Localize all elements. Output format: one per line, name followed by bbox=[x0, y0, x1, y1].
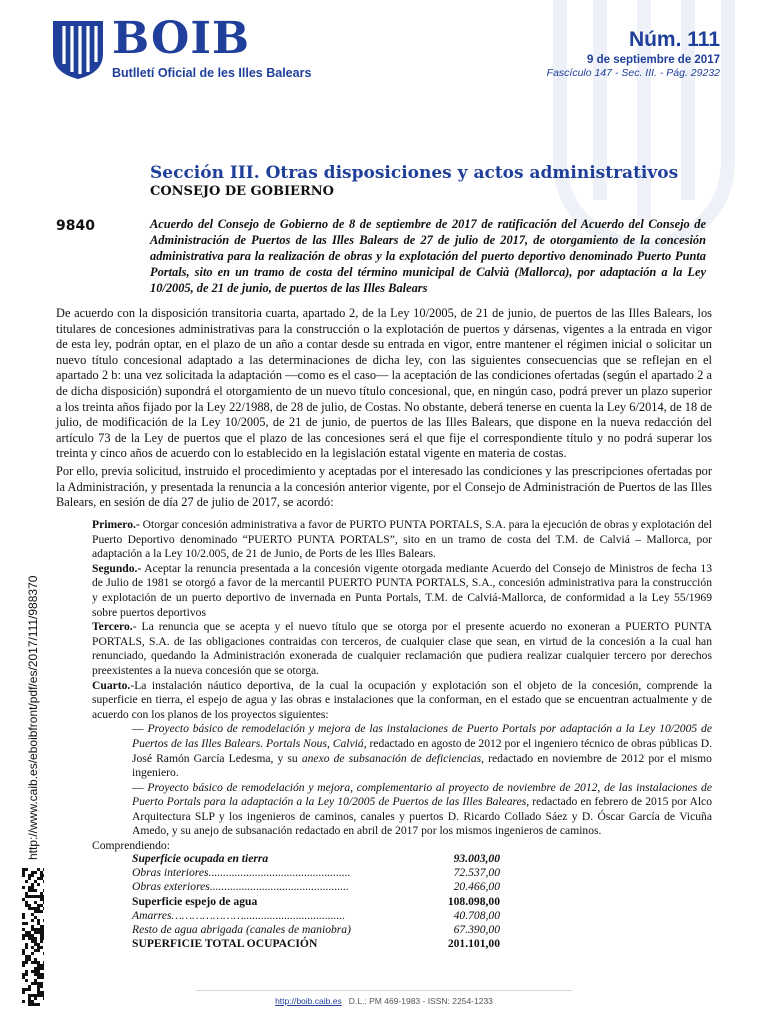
surface-label: Obras exteriores................................................ bbox=[132, 880, 349, 894]
project-title: Proyecto básico de remodelación y mejora de las instalaciones de Puerto Portals por adaptación a la Ley 10/2005 de Puertos de las Illes Balears. Portals Nous, Calviá bbox=[132, 722, 712, 750]
issue-info bbox=[547, 28, 720, 79]
surface-value: 20.466,00 bbox=[453, 880, 500, 894]
clause-tercero bbox=[92, 620, 712, 678]
boib-emblem-icon bbox=[50, 20, 106, 80]
surface-row bbox=[132, 937, 500, 951]
project-text: , redactado en febrero de 2015 por Alco Arquitectura SLP y los ingenieros de caminos, canales y puertos D. Ricardo Collado Sáez y D. Óscar García de Vicuña Amedo, y su anejo de subsanación redactado en abril de 2017 por los mismos ingenieros de caminos. bbox=[132, 795, 712, 838]
body-paragraph-2: Por ello, previa solicitud, instruido el procedimiento y aceptadas por el interesado las condiciones y las prescripciones ofertadas por la Administración, y presentada la renuncia a la concesión anterior vigente, por el Consejo de Administración de Puertos de las Illes Balears, en sesión de día 27 de julio de 2017, se acordó: bbox=[56, 464, 712, 510]
project-2 bbox=[92, 781, 712, 839]
qr-code-icon bbox=[22, 868, 44, 1008]
surface-value: 108.098,00 bbox=[447, 894, 500, 908]
project-annex: anexo de subsanación de deficiencias bbox=[301, 751, 482, 765]
page-footer bbox=[0, 996, 768, 1006]
issue-date: 9 de septiembre de 2017 bbox=[587, 54, 720, 66]
clause-text: Otorgar concesión administrativa a favor de PURTO PUNTA PORTALS, S.A. para la ejecución de obras y explotación del Puerto Deportivo denominado “PUERTO PUNTA PORTALS”, sito en un tramo de costa del T.M. de Calviá – Mallorca, por adaptación a la Ley 10/2.005, de 21 de Junio, de Ports de les Illes Balears. bbox=[92, 518, 712, 561]
surface-label: Superficie ocupada en tierra bbox=[132, 852, 269, 865]
project-text: , redactado en noviembre de 2012 por el mismo ingeniero. bbox=[132, 751, 712, 780]
surface-row bbox=[132, 923, 500, 937]
surface-label: Amarres…………………................................... bbox=[132, 908, 346, 922]
surface-value: 201.101,00 bbox=[447, 937, 500, 951]
surface-value: 40.708,00 bbox=[453, 908, 500, 922]
clause-label: Segundo.- bbox=[92, 561, 142, 575]
document-number: 9840 bbox=[56, 218, 95, 234]
surface-table bbox=[132, 852, 500, 951]
dash: — bbox=[132, 722, 148, 736]
clause-text: Aceptar la renuncia presentada a la concesión vigente otorgada mediante Acuerdo del Consejo de Ministros de fecha 13 de Julio de 1981 se otorgó a favor de la mercantil PUERTO PUNTA PORTALS, S.A., concesión administrativa para la construcción y explotación de un puerto deportivo de invernada en Punta Portals, T.M. de Calviá-Mallorca, de conformidad a la Ley 55/1969 sobre puertos deportivos bbox=[92, 561, 712, 619]
footer-legal: D.L.: PM 469-1983 - ISSN: 2254-1233 bbox=[348, 996, 493, 1006]
clause-label: Primero.- bbox=[92, 518, 140, 531]
footer-divider bbox=[196, 990, 572, 991]
fascicle-info: Fascículo 147 - Sec. III. - Pág. 29232 bbox=[546, 67, 720, 79]
surface-row bbox=[132, 866, 500, 880]
project-title: Proyecto básico de remodelación y mejora, complementario al proyecto de noviembre de 2012, de las instalaciones de Puerto Portals para la adaptación a la Ley 10/2005 de Puertos de las Illes Baleares bbox=[132, 780, 712, 809]
surface-row bbox=[132, 852, 500, 866]
surface-value: 72.537,00 bbox=[453, 866, 500, 880]
clause-cuarto bbox=[92, 679, 712, 723]
clause-text: -La instalación náutico deportiva, de la cual la ocupación y explotación son el objeto de la concesión, comprende la superficie en tierra, el espejo de agua y las obras e instalaciones que la conforman, en el estado que se encuentran actualmente y de acuerdo con los planos de los proyectos siguientes: bbox=[92, 678, 712, 721]
project-text: , redactado en agosto de 2012 por el ingeniero técnico de obras públicas D. José Ramón García Ledesma, y su bbox=[132, 736, 712, 765]
comprising-label: Comprendiendo: bbox=[92, 839, 170, 853]
document-summary: Acuerdo del Consejo de Gobierno de 8 de septiembre de 2017 de ratificación del Acuerdo del Consejo de Administración de Puertos de las Illes Balears de 27 de julio de 2017, de otorgamiento de la concesión administrativa para la realización de obras y la explotación del puerto deportivo denominado Puerto Punta Portals, sito en un tramo de costa del término municipal de Calvià (Mallorca), por adaptación a la Ley 10/2005, de 21 de junio, de puertos de las Illes Balears bbox=[150, 217, 706, 295]
surface-row bbox=[132, 880, 500, 894]
section-title: Sección III. Otras disposiciones y actos administrativos bbox=[150, 163, 679, 183]
organization-name: CONSEJO DE GOBIERNO bbox=[150, 184, 334, 199]
clause-text: - La renuncia que se acepta y el nuevo título que se otorga por el presente acuerdo no exoneran a PUERTO PUNTA PORTALS, S.A. de las obligaciones contraidas con terceros, de cualquier clase que sean, en virtud de la concesión a la cual han renunciado, quedando la Administración exonerada de cualquier reclamación que pudiera realizar cualquier tercero por derechos preexistentes a la nueva concesión que se otorga. bbox=[92, 620, 712, 677]
body-paragraph-1: De acuerdo con la disposición transitoria cuarta, apartado 2, de la Ley 10/2005, de 21 de junio, de puertos de las Illes Balears, los titulares de concesiones administrativas para la construcción o la explotación de puertos y dársenas, vigentes a la entrada en vigor de esta ley, podrán optar, en el plazo de un año a contar desde su entrada en vigor, entre mantener el régimen inicial o solicitar un nuevo título concesional adaptado a las determinaciones de dicha ley, con las siguientes consecuencias que se reflejan en el apartado 2 b: una vez solicitada la adaptación —como es el caso— la aceptación de las condiciones ofertadas (según el apartado 2 a de dicha disposición) supondrá el otorgamiento de un nuevo título concesional, que, en ningún caso, podrá prever un plazo superior a los treinta años fijado por la Ley 22/1988, de 28 de julio, de Costas. No obstante, deberá tenerse en cuenta la Ley 6/2014, de 18 de julio, de modificación de la Ley 10/2005, de 21 de junio, de puertos de las Illes Balears, que dispone en la nueva redacción del artículo 73 de la Ley de puertos que el plazo de las concesiones será el que fije el correspondiente título y no podrá superar los treinta y cinco años de acuerdo con lo establecido en la legislación estatal vigente en materia de costas. bbox=[56, 306, 712, 461]
surface-label: Obras interiores................................................. bbox=[132, 866, 351, 880]
boib-logo-text: BOIB bbox=[112, 13, 251, 64]
surface-label: Resto de agua abrigada (canales de maniobra) bbox=[132, 923, 351, 937]
surface-value: 67.390,00 bbox=[453, 923, 500, 937]
document-url[interactable]: http://www.caib.es/eboibfront/pdf/es/2017/111/988370 bbox=[26, 575, 40, 860]
surface-label: Superficie espejo de agua bbox=[132, 894, 258, 908]
clause-primero bbox=[92, 518, 712, 562]
surface-value: 93.003,00 bbox=[453, 852, 500, 865]
surface-label: SUPERFICIE TOTAL OCUPACIÓN bbox=[132, 937, 318, 951]
project-1 bbox=[92, 722, 712, 780]
clause-label: Tercero. bbox=[92, 620, 133, 634]
agreement-clauses bbox=[92, 518, 712, 854]
clause-label: Cuarto. bbox=[92, 678, 131, 692]
clause-segundo bbox=[92, 562, 712, 620]
issue-number: Núm. 111 bbox=[628, 28, 720, 51]
surface-row bbox=[132, 909, 500, 923]
surface-row bbox=[132, 895, 500, 909]
bulletin-subtitle: Butlletí Oficial de les Illes Balears bbox=[112, 66, 312, 80]
dash: — bbox=[132, 780, 148, 794]
footer-link[interactable]: http://boib.caib.es bbox=[275, 996, 342, 1006]
